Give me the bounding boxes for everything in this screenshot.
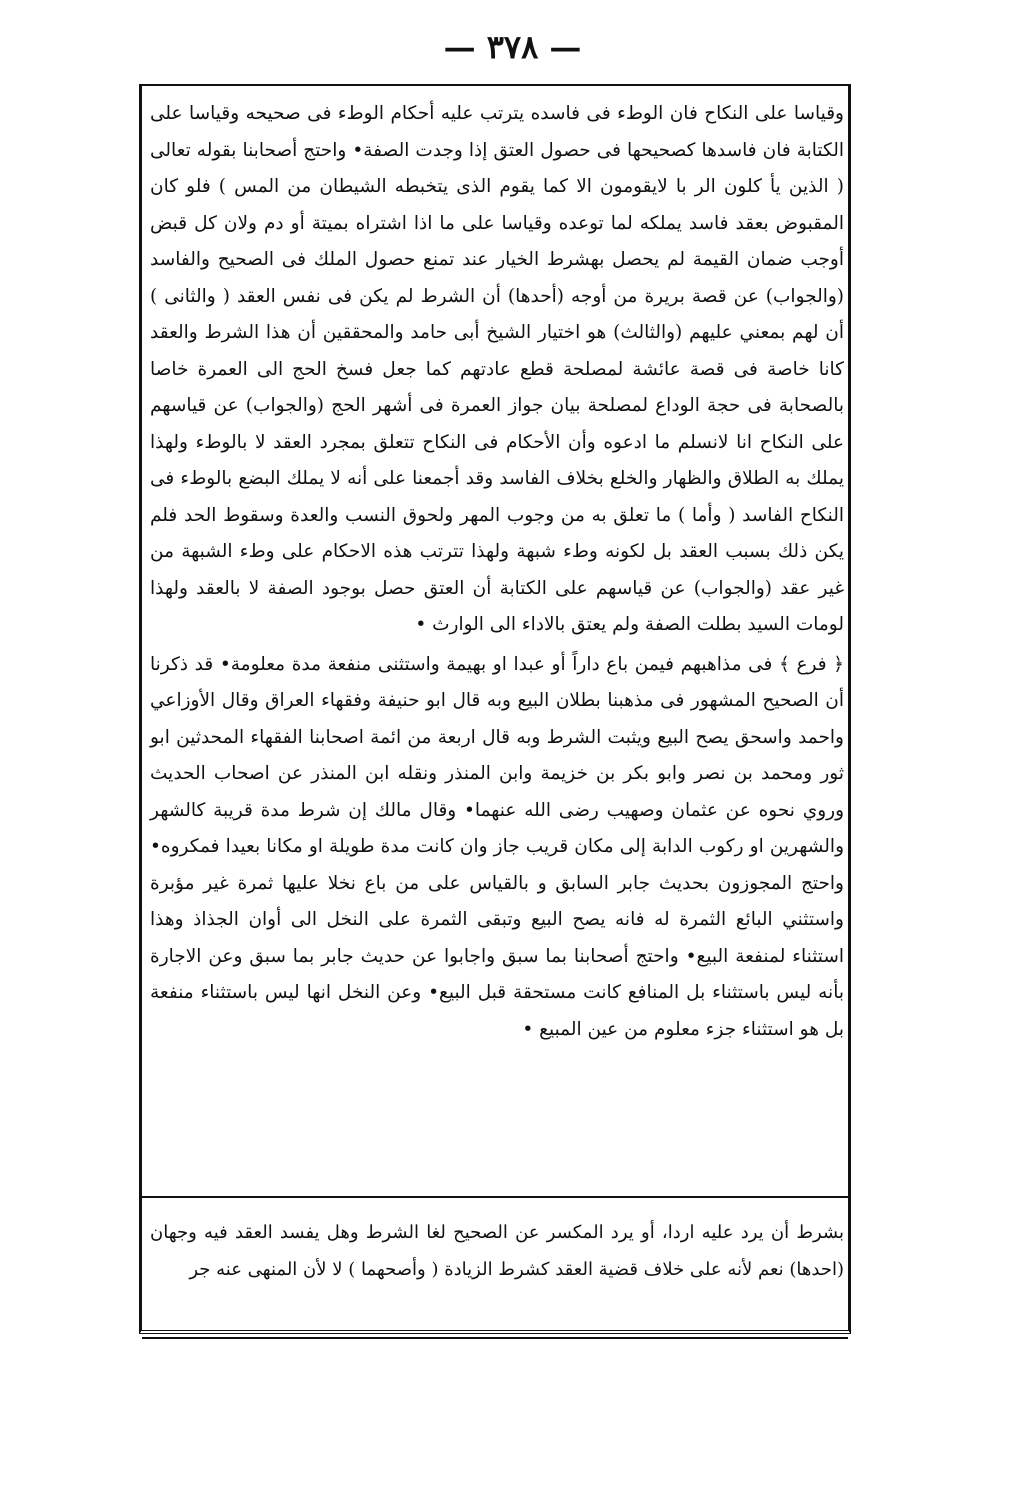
footnote-divider <box>141 1196 849 1198</box>
paragraph: ﴿ فرع ﴾ فى مذاهبهم فيمن باع داراً أو عبدا او بهيمة واستثنى منفعة مدة معلومة• قد ذكرنا أن الصحيح المشهور فى مذهبنا بطلان البيع وبه قال ابو حنيفة وفقهاء العراق وقال الأوزاعي واحمد واسحق يصح البيع ويثبت الشرط وبه قال اربعة من ائمة اصحابنا الفقهاء المحدثين ابو ثور ومحمد بن نصر وابو بكر بن خزيمة وابن المنذر ونقله ابن المنذر عن اصحاب الحديث وروي نحوه عن عثمان وصهيب رضى الله عنهما• وقال مالك إن شرط مدة قريبة كالشهر والشهرين او ركوب الدابة إلى مكان قريب جاز وان كانت مدة طويلة او مكانا بعيدا فمكروه• واحتج المجوزون بحديث جابر السابق و بالقياس على من باع نخلا عليها ثمرة غير مؤبرة واستثني البائع الثمرة له فانه يصح البيع وتبقى الثمرة على النخل الى أوان الجذاذ وهذا استثناء لمنفعة البيع• واحتج أصحابنا بما سبق واجابوا عن حديث جابر بما سبق وعن الاجارة بأنه ليس باستثناء بل المنافع كانت مستحقة قبل البيع• وعن النخل انها ليس باستثناء منفعة بل هو استثناء جزء معلوم من عين المبيع • <box>150 653 844 1040</box>
footnote-text: بشرط أن يرد عليه اردا، أو يرد المكسر عن الصحيح لغا الشرط وهل يفسد العقد فيه وجهان (احدها) نعم لأنه على خلاف قضية العقد كشرط الزيادة ( وأصحهما ) لا لأن المنهى عنه جر <box>150 1222 844 1280</box>
footnote <box>150 1214 844 1288</box>
main-text <box>150 96 844 1048</box>
page-number: — ٣٧٨ — <box>443 28 582 66</box>
paragraph: وقياسا على النكاح فان الوطء فى فاسده يترتب عليه أحكام الوطء فى صحيحه وقياسا على الكتابة فان فاسدها كصحيحها فى حصول العتق إذا وجدت الصفة• واحتج أصحابنا بقوله تعالى ( الذين يأ كلون الر با لايقومون الا كما يقوم الذى يتخبطه الشيطان من المس ) فلو كان المقبوض بعقد فاسد يملكه لما توعده وقياسا على ما اذا اشتراه بميتة أو دم ولان كل قبض أوجب ضمان القيمة لم يحصل بهشرط الخيار عند تمنع حصول الملك فى الصحيح والفاسد (والجواب) عن قصة بريرة من أوجه (أحدها) أن الشرط لم يكن فى نفس العقد ( والثانى ) أن لهم بمعني عليهم (والثالث) هو اختيار الشيخ أبى حامد والمحققين أن هذا الشرط والعقد كانا خاصة فى قصة عائشة لمصلحة قطع عادتهم كما جعل فسخ الحج الى العمرة خاصا بالصحابة فى حجة الوداع لمصلحة بيان جواز العمرة فى أشهر الحج (والجواب) عن قياسهم على النكاح انا لانسلم ما ادعوه وأن الأحكام فى النكاح تتعلق بمجرد العقد لا بالوطء ولهذا يملك به الطلاق والظهار والخلع بخلاف الفاسد وقد أجمعنا على أنه لا يملك البضع بالوطء فى النكاح الفاسد ( وأما ) ما تعلق به من وجوب المهر ولحوق النسب والعدة وسقوط الحد فلم يكن ذلك بسبب العقد بل لكونه وطء شبهة ولهذا تترتب هذه الاحكام على وطء الشبهة من غير عقد (والجواب) عن قياسهم على الكتابة أن العتق حصل بوجود الصفة لا بالعقد ولهذا لومات السيد بطلت الصفة ولم يعتق بالاداء الى الوارث • <box>150 103 844 635</box>
